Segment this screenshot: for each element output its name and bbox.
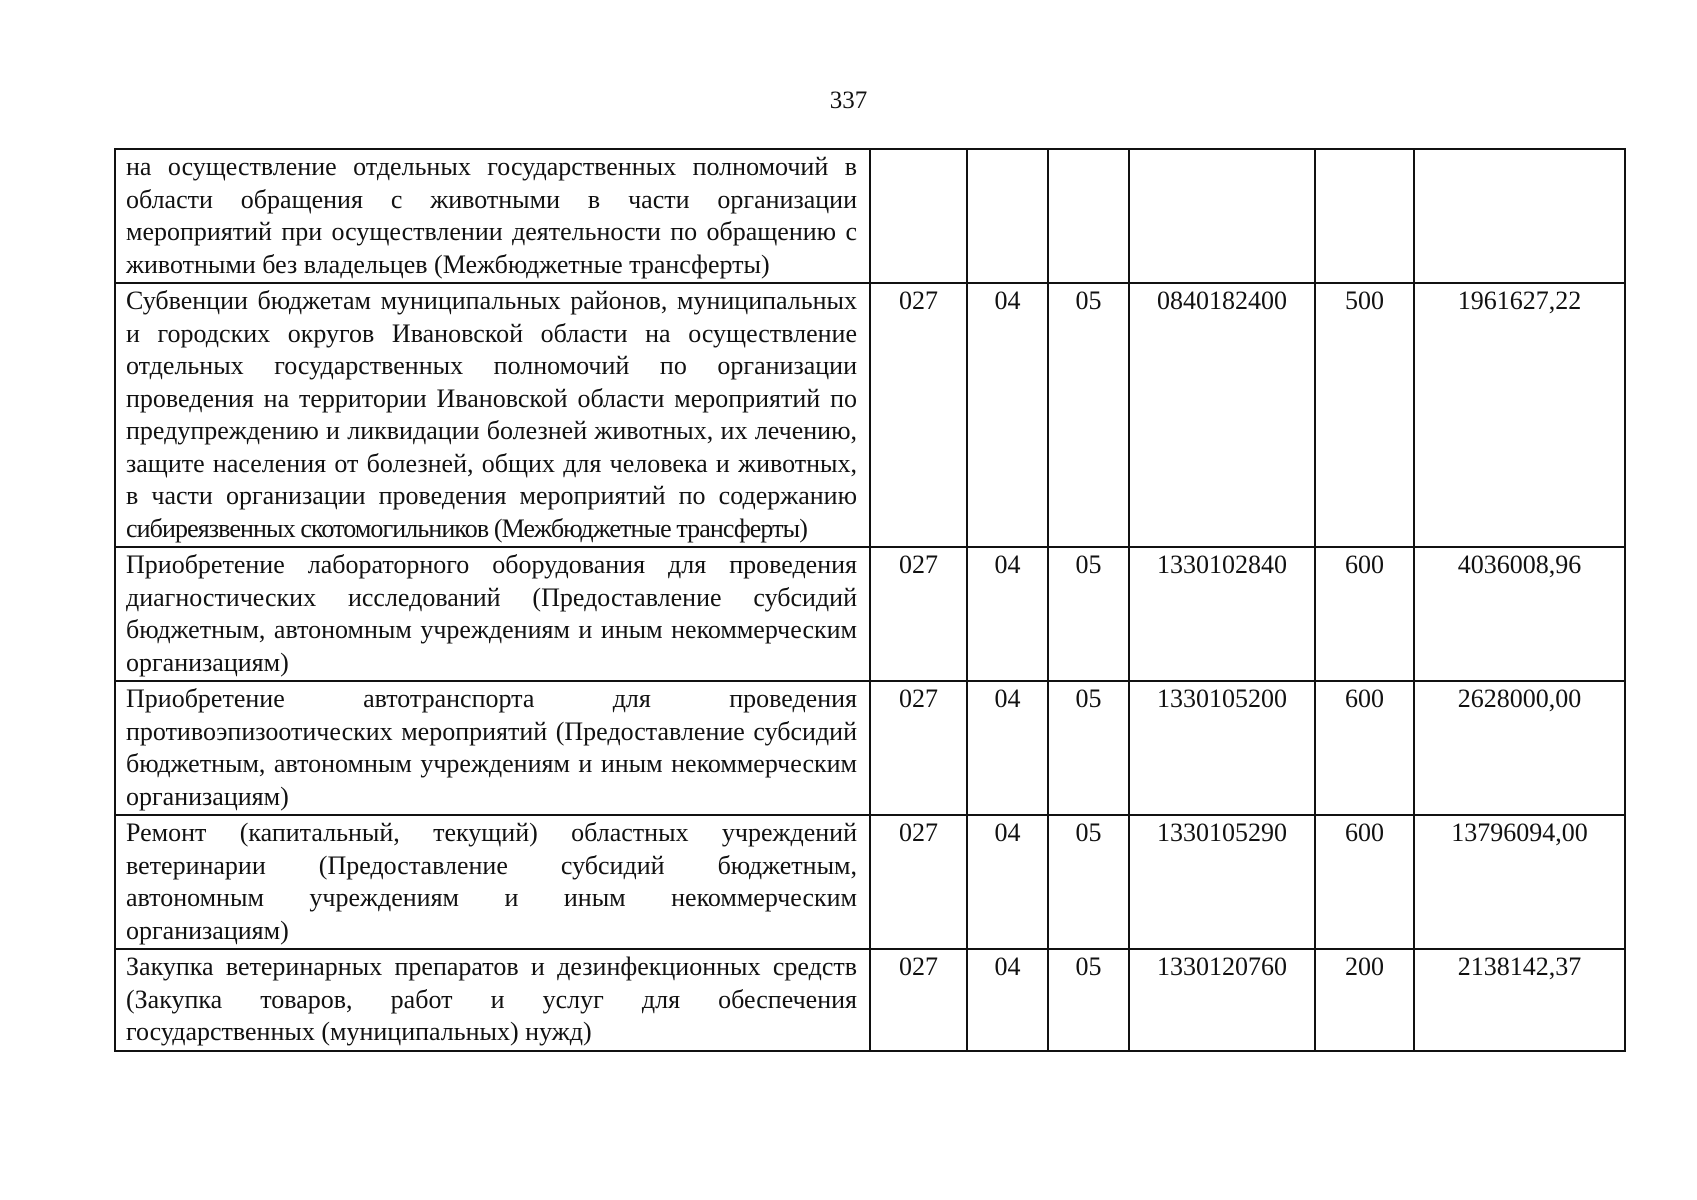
table-row	[115, 547, 1625, 681]
target-article-code	[1129, 149, 1315, 283]
ministry-code: 027	[870, 949, 967, 1051]
section-code: 04	[967, 815, 1048, 949]
expense-type-code: 200	[1315, 949, 1414, 1051]
expense-type-code	[1315, 149, 1414, 283]
ministry-code: 027	[870, 681, 967, 815]
ministry-code	[870, 149, 967, 283]
table-row	[115, 149, 1625, 283]
section-code: 04	[967, 283, 1048, 547]
subsection-code: 05	[1048, 547, 1129, 681]
budget-table	[114, 148, 1626, 1052]
section-code: 04	[967, 949, 1048, 1051]
table-row	[115, 283, 1625, 547]
amount-value	[1414, 149, 1625, 283]
subsection-code: 05	[1048, 815, 1129, 949]
target-article-code: 1330105290	[1129, 815, 1315, 949]
target-article-code: 1330105200	[1129, 681, 1315, 815]
amount-value: 4036008,96	[1414, 547, 1625, 681]
section-code: 04	[967, 681, 1048, 815]
ministry-code: 027	[870, 815, 967, 949]
row-description: Закупка ветеринарных препаратов и дезинфекционных средств (Закупка товаров, работ и услуг для обеспечения государственных (муниципальных) нужд)	[115, 949, 870, 1051]
row-description: Ремонт (капитальный, текущий) областных учреждений ветеринарии (Предоставление субсидий бюджетным, автономным учреждениям и иным некоммерческим организациям)	[115, 815, 870, 949]
target-article-code: 1330102840	[1129, 547, 1315, 681]
ministry-code: 027	[870, 547, 967, 681]
ministry-code: 027	[870, 283, 967, 547]
target-article-code: 0840182400	[1129, 283, 1315, 547]
expense-type-code: 600	[1315, 681, 1414, 815]
subsection-code: 05	[1048, 949, 1129, 1051]
expense-type-code: 600	[1315, 815, 1414, 949]
row-description: Субвенции бюджетам муниципальных районов, муниципальных и городских округов Ивановской области на осуществление отдельных государственных полномочий по организации проведения на территории Ивановской области мероприятий по предупреждению и ликвидации болезней животных, их лечению, защите населения от болезней, общих для человека и животных, в части организации проведения мероприятий по содержанию	[126, 286, 857, 510]
amount-value: 1961627,22	[1414, 283, 1625, 547]
row-description: Приобретение автотранспорта для проведения противоэпизоотических мероприятий (Предоставление субсидий бюджетным, автономным учреждениям и иным некоммерческим организациям)	[115, 681, 870, 815]
row-description-tail: сибиреязвенных скотомогильников (Межбюджетные трансферты)	[126, 513, 807, 543]
table-row	[115, 815, 1625, 949]
subsection-code	[1048, 149, 1129, 283]
amount-value: 13796094,00	[1414, 815, 1625, 949]
target-article-code: 1330120760	[1129, 949, 1315, 1051]
section-code	[967, 149, 1048, 283]
subsection-code: 05	[1048, 681, 1129, 815]
row-description-cell	[115, 283, 870, 547]
amount-value: 2138142,37	[1414, 949, 1625, 1051]
expense-type-code: 500	[1315, 283, 1414, 547]
table-row	[115, 681, 1625, 815]
row-description: Приобретение лабораторного оборудования для проведения диагностических исследований (Предоставление субсидий бюджетным, автономным учреждениям и иным некоммерческим организациям)	[115, 547, 870, 681]
row-description: на осуществление отдельных государственных полномочий в области обращения с животными в части организации мероприятий при осуществлении деятельности по обращению с животными без владельцев (Межбюджетные трансферты)	[115, 149, 870, 283]
subsection-code: 05	[1048, 283, 1129, 547]
amount-value: 2628000,00	[1414, 681, 1625, 815]
page-number: 337	[829, 87, 868, 114]
expense-type-code: 600	[1315, 547, 1414, 681]
section-code: 04	[967, 547, 1048, 681]
table-row	[115, 949, 1625, 1051]
